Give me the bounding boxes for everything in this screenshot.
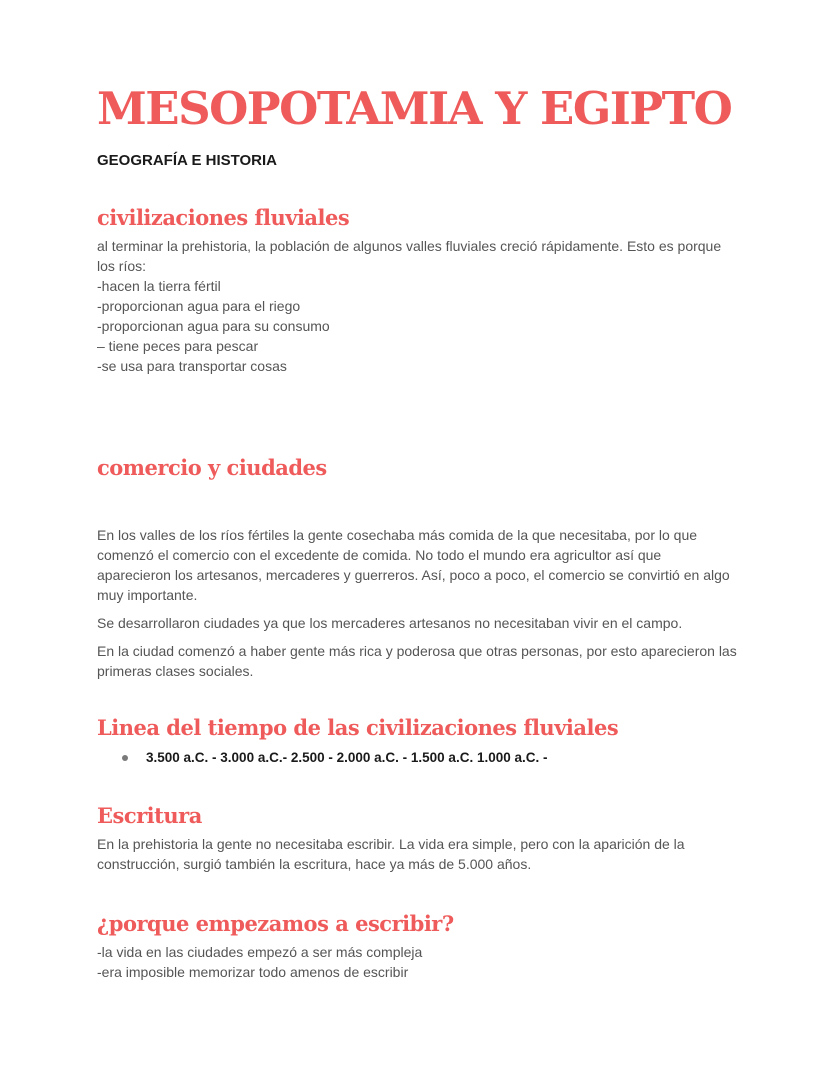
section-civilizaciones-fluviales [97,204,737,376]
section-heading: Escritura [97,803,202,828]
document-subtitle: GEOGRAFÍA E HISTORIA [97,152,278,169]
list-item: – tiene peces para pescar [97,338,259,354]
paragraph: Se desarrollaron ciudades ya que los mercaderes artesanos no necesitaban vivir en el campo. [97,615,683,631]
section-heading: ¿porque empezamos a escribir? [97,911,454,936]
section-escritura [97,802,737,874]
paragraph: En los valles de los ríos fértiles la gente cosechaba más comida de la que necesitaba, por lo que comenzó el comercio con el excedente de comida. No todo el mundo era agricultor así que aparecieron los artesanos, mercaderes y guerreros. Así, poco a poco, el comercio se convirtió en algo muy importante. [97,527,730,603]
list-item: -proporcionan agua para el riego [97,298,301,314]
list-item: -era imposible memorizar todo amenos de escribir [97,964,409,980]
timeline-list [97,748,737,768]
paragraph: En la ciudad comenzó a haber gente más rica y poderosa que otras personas, por esto aparecieron las primeras clases sociales. [97,643,737,679]
timeline-text: 3.500 a.C. - 3.000 a.C.- 2.500 - 2.000 a.C. - 1.500 a.C. 1.000 a.C. - [146,750,548,765]
section-heading: Linea del tiempo de las civilizaciones fluviales [97,715,619,740]
section-comercio-y-ciudades [97,454,737,482]
section-linea-del-tiempo [97,714,737,768]
list-item: -hacen la tierra fértil [97,278,221,294]
list-item: -se usa para transportar cosas [97,358,287,374]
section-heading: comercio y ciudades [97,455,327,480]
section-comercio-body [97,525,737,681]
paragraph: En la prehistoria la gente no necesitaba escribir. La vida era simple, pero con la aparición de la construcción, surgió también la escritura, hace ya más de 5.000 años. [97,836,685,872]
section-porque-escribir [97,910,737,982]
list-item: -la vida en las ciudades empezó a ser más compleja [97,944,423,960]
bullet-icon [122,755,128,761]
section-intro-paragraph: al terminar la prehistoria, la población de algunos valles fluviales creció rápidamente. Esto es porque los ríos: [97,238,722,274]
document-title: MESOPOTAMIA Y EGIPTO [97,82,732,135]
list-item: -proporcionan agua para su consumo [97,318,330,334]
section-heading: civilizaciones fluviales [97,205,350,230]
timeline-bullet-item [97,748,737,768]
